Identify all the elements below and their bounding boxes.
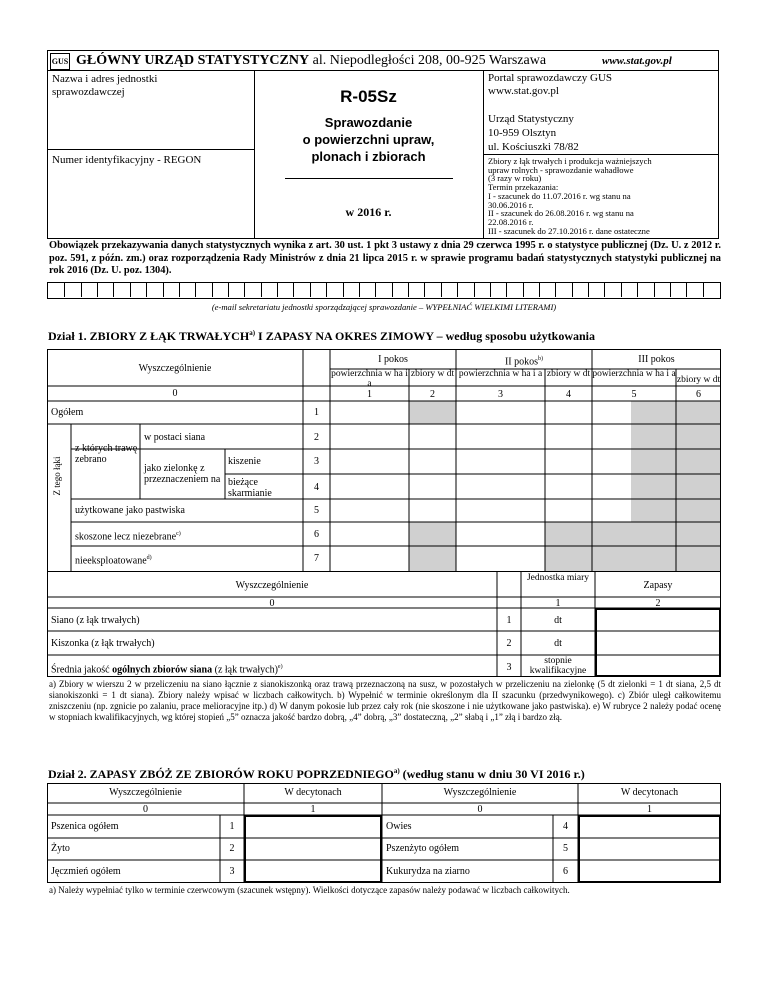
email-cell-divider [293,283,294,297]
rownum-3: 3 [314,456,319,467]
email-cell-divider [604,283,605,297]
form-year: w 2016 r. [345,205,392,219]
pokos1: I pokos [378,354,408,365]
stock-unit-2: dt [554,638,562,649]
area-2: powierzchnia w ha i a [458,369,543,379]
colnum-4: 4 [566,389,571,400]
colnum-2: 2 [430,389,435,400]
title-line: o powierzchni upraw, [302,132,435,147]
row-unused [75,553,152,566]
rownum-6: 6 [314,529,319,540]
form-code: R-05Sz [340,87,397,106]
row-unused-label: nieeksploatowane [75,555,147,567]
row-mown: z których trawę zebrano [75,443,138,465]
triticale-input[interactable] [579,839,720,860]
stock-unit-header: Jednostka miary [526,573,589,583]
email-cell-divider [179,283,180,297]
email-cell-divider [146,283,147,297]
colnum-3: 3 [498,389,503,400]
deadline-line: II - szacunek do 26.08.2016 r. wg stanu na [488,208,634,219]
deadline-line: 30.06.2016 r. [488,199,534,210]
section2-footnote: a) Należy wypełniać tylko w terminie czerwcowym (szacunek wstępny). Wielkości dotyczące zapasów należy podawać w liczbach całkowitych. [49,885,570,895]
email-cell-divider [441,283,442,297]
area-1: powierzchnia w ha i a [331,369,408,389]
rownum-5: 5 [314,505,319,516]
stock-unit-3: stopnie kwalifikacyjne [529,656,587,676]
stock-row-silage: Kiszonka (z łąk trwałych) [51,638,155,649]
s2-row-rye: Żyto [51,843,70,854]
section1-table [47,349,721,572]
section1-title-text: Dział 1. ZBIORY Z ŁĄK TRWAŁYCH [48,329,250,343]
stock-col1: 1 [555,598,561,609]
institution-name: GŁÓWNY URZĄD STATYSTYCZNY [76,53,310,68]
deadline-line: upraw rolnych - sprawozdanie wahadłowe [488,164,634,175]
email-cell-divider [326,283,327,297]
col0: 0 [172,388,178,399]
email-cell-divider [686,283,687,297]
s2-rownum-1: 1 [229,821,235,832]
email-cell-divider [310,283,311,297]
email-cell-divider [523,283,524,297]
office-line: Urząd Statystyczny [488,113,574,125]
email-cell-divider [457,283,458,297]
s2-col1-right: 1 [647,804,652,815]
email-cell-divider [572,283,573,297]
portal-info [488,72,612,98]
s2-col-spec-right: Wyszczególnienie [443,787,517,798]
email-cell-divider [195,283,196,297]
s2-col-spec-left: Wyszczególnienie [109,787,182,798]
pokos3: III pokos [638,354,675,365]
pokos2-label: II pokos [504,356,539,368]
email-cell-divider [113,283,114,297]
section1-title-rest: I ZAPASY NA OKRES ZIMOWY – według sposobu użytkowania [255,329,595,343]
quality-stock-input[interactable] [596,656,720,676]
legal-basis: Obowiązek przekazywania danych statystycznych wynika z art. 30 ust. 1 pkt 3 ustawy z dnia 29 czerwca 1995 r. o statystyce publicznej (Dz. U. z 2012 r. poz. 591, z późn. zm.) oraz rozporządzenia Rady Ministrów z dnia 21 lipca 2015 r. w sprawie programu badań statystycznych statystyki publicznej na rok 2016 (Dz. U. poz. 1304). [49,240,721,277]
row-pasture: użytkowane jako pastwiska [75,505,185,516]
deadline-line: (3 razy w roku) [488,173,542,184]
maize-input[interactable] [579,861,720,882]
pokos2-sup: b) [538,356,544,362]
email-cell-divider [637,283,638,297]
s2-row-barley: Jęczmień ogółem [51,866,121,877]
colnum-1: 1 [367,389,372,400]
s2-row-oats: Owies [386,821,412,832]
email-cell-divider [244,283,245,297]
silage-stock-input[interactable] [596,632,720,654]
email-cell-divider [343,283,344,297]
office-info [488,112,579,154]
col-spec: Wyszczególnienie [138,363,212,374]
email-cell-divider [359,283,360,297]
section1-footnotes: a) Zbiory w wierszu 2 w przeliczeniu na siano łącznie z sianokiszonką oraz trawą przeznaczoną na susz, w pozostałych w przeliczeniu na zielonkę (5 dt zielonki = 1 dt siana, 2,5 dt sianokiszonki = 1 dt siana). Zbiory należy wpisać w liczbach całkowitych. b) Wypełnić w terminie określonym dla II szacunku (przedwynikowego). c) Zbiór uległ całkowitemu zniszczeniu (np. zgnicie po zalaniu, prace melioracyjne itp.) d) W danym pokosie lub przez cały rok (nie skoszone i nie użytkowane jako pastwiska). e) W rubryce 2 należy podać ocenę w stopniach kwalifikacyjnych, wg której stopień „5” oznacza jakość bardzo dobrą, „4” dobrą, „3” dostateczną, „2” słabą i „1” złą i bardzo złą. [49,679,721,722]
email-cell-divider [490,283,491,297]
s2-col-dec-right: W decytonach [620,787,679,798]
row-of-which: Z tego łąki [52,456,62,496]
rownum-4: 4 [314,482,319,493]
quality-post: (z łąk trwałych) [212,664,278,676]
stock-unit-1: dt [554,615,562,626]
quality-sup: e) [277,664,283,670]
regon-label: Numer identyfikacyjny - REGON [52,154,202,166]
hay-stock-input[interactable] [596,609,720,631]
rownum-1: 1 [314,407,319,418]
email-cell-divider [555,283,556,297]
s2-col-dec-left: W decytonach [284,787,342,798]
institution-address: al. Niepodległości 208, 00-925 Warszawa [312,53,547,68]
wheat-input[interactable] [245,816,381,838]
email-cell-divider [654,283,655,297]
email-cell-divider [539,283,540,297]
deadline-line: Zbiory z łąk trwałych i produkcja ważniejszych [488,156,652,166]
quality-bold: ogólnych zbiorów siana [112,664,213,676]
email-cell-divider [670,283,671,297]
stock-rownum-3: 3 [506,662,512,673]
stock-rownum-2: 2 [506,638,512,649]
stock-header: Zapasy [643,580,673,591]
quality-pre: Średnia jakość [51,664,113,676]
stock-spec: Wyszczególnienie [235,580,309,591]
s2-col1-left: 1 [310,804,316,815]
email-cell-divider [212,283,213,297]
email-cell-divider [97,283,98,297]
title-line: plonach i zbiorach [311,149,426,164]
deadline-line: Termin przekazania: [488,182,559,193]
row-mown-not-harvested [75,529,181,542]
stock-row-quality [51,662,283,675]
office-line: ul. Kościuszki 78/82 [488,141,579,153]
portal-line: Portal sprawozdawczy GUS [488,72,613,84]
row-silage: kiszenie [228,456,261,467]
name-label: Nazwa i adres jednostki sprawozdawczej [52,73,158,98]
s2-row-maize: Kukurydza na ziarno [386,866,470,877]
email-cell-divider [506,283,507,297]
email-cell-divider [392,283,393,297]
email-cell-divider [81,283,82,297]
oats-input[interactable] [579,816,720,838]
section2-title-rest: (według stanu w dniu 30 VI 2016 r.) [399,767,585,781]
portal-line: www.stat.gov.pl [488,85,559,97]
s2-col0-left: 0 [143,804,148,815]
email-cell-divider [228,283,229,297]
harvest-2: zbiory w dt [546,369,591,379]
rownum-2: 2 [314,432,319,443]
email-cell-divider [130,283,131,297]
section2-title-text: Dział 2. ZAPASY ZBÓŻ ZE ZBIORÓW ROKU POPRZEDNIEGO [48,767,394,781]
email-cell-divider [408,283,409,297]
stock-table [47,572,721,677]
colnum-5: 5 [631,389,637,400]
stock-col2: 2 [655,598,661,609]
form-title [254,114,483,165]
gus-logo: GUS [50,53,70,70]
email-cell-divider [261,283,262,297]
harvest-1: zbiory w dt [410,369,455,379]
email-input[interactable] [47,282,721,299]
email-cell-divider [375,283,376,297]
s2-rownum-6: 6 [563,866,568,877]
title-underline [285,178,453,179]
email-cell-divider [588,283,589,297]
email-cell-divider [163,283,164,297]
deadlines-divider [483,154,719,155]
title-line: Sprawozdanie [324,115,413,130]
colnum-6: 6 [696,389,701,400]
row-total: Ogółem [51,407,84,418]
row-mnh-label: skoszone lecz niezebrane [75,531,177,543]
deadline-line: I - szacunek do 11.07.2016 r. wg stanu na [488,190,631,201]
harvest-3: zbiory w dt [676,375,721,385]
stock-row-hay: Siano (z łąk trwałych) [51,615,140,626]
barley-input[interactable] [245,861,381,882]
stock-rownum-1: 1 [506,615,512,626]
section2-title-sup: a) [393,767,400,775]
s2-rownum-3: 3 [229,866,235,877]
s2-rownum-5: 5 [563,843,568,854]
email-cell-divider [703,283,704,297]
email-cell-divider [424,283,425,297]
section2-table [47,783,721,883]
email-caption: (e-mail sekretariatu jednostki sporządzającej sprawozdanie – WYPEŁNIAĆ WIELKIMI LITERAMI) [211,302,557,312]
regon-divider [47,149,254,150]
row-unused-sup: d) [146,555,152,561]
row-hay: w postaci siana [144,432,206,443]
email-cell-divider [474,283,475,297]
section1-title [48,329,595,344]
s2-rownum-2: 2 [229,843,235,854]
deadlines-info [488,157,652,235]
email-cell-divider [621,283,622,297]
s2-row-triticale: Pszenżyto ogółem [386,843,460,854]
section1-title-sup: a) [249,329,256,337]
row-green: jako zielonkę z przeznaczeniem na [144,463,221,485]
s2-rownum-4: 4 [563,821,568,832]
row-feeding: bieżące skarmianie [228,477,272,499]
rye-input[interactable] [245,839,381,860]
website: www.stat.gov.pl [602,55,672,67]
area-3: powierzchnia w ha i a [592,369,676,379]
s2-col0-right: 0 [477,804,483,815]
row-mnh-sup: c) [176,531,181,537]
deadline-line: III - szacunek do 27.10.2016 r. dane ostateczne [488,225,650,236]
s2-row-wheat: Pszenica ogółem [51,821,119,832]
stock-col0: 0 [269,598,275,609]
deadline-line: 22.08.2016 r. [488,216,534,227]
rownum-7: 7 [314,553,319,564]
email-cell-divider [64,283,65,297]
header-divider [47,70,719,71]
pokos2 [456,354,592,367]
email-cell-divider [277,283,278,297]
office-line: 10-959 Olsztyn [488,127,557,139]
section2-title [48,767,585,782]
